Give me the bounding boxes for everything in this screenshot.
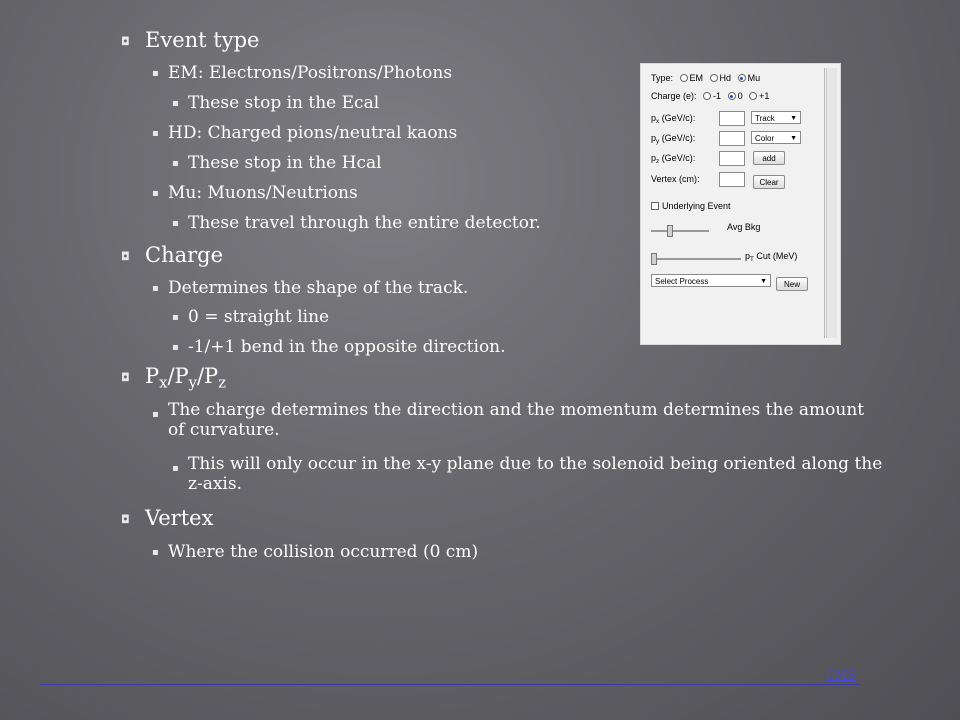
vertex-input[interactable]: [719, 172, 745, 187]
pt-cut-slider[interactable]: [651, 258, 741, 260]
bullet-marker-icon: ▪: [152, 128, 159, 139]
bullet-hd-sub-text: These stop in the Hcal: [188, 153, 382, 173]
bullet-vertex-desc-text: Where the collision occurred (0 cm): [168, 542, 479, 562]
track-select[interactable]: [751, 111, 801, 124]
bullet-em: [152, 63, 453, 83]
bullet-marker-icon: ▪: [172, 342, 179, 353]
bullet-mu-sub: [172, 213, 541, 233]
charge-minus1-label: -1: [713, 91, 722, 101]
panel-scrollbar[interactable]: [826, 68, 837, 338]
charge-row: [651, 91, 769, 101]
charge-plus1-radio[interactable]: [749, 92, 757, 100]
p-letter: p: [651, 113, 657, 123]
event-control-panel: [640, 63, 841, 345]
px-sub: x: [656, 117, 660, 125]
avg-bkg-slider-thumb[interactable]: [667, 225, 673, 237]
underlying-event-label: Underlying Event: [662, 201, 731, 211]
bullet-charge-pm-text: -1/+1 bend in the opposite direction.: [188, 337, 506, 357]
bullet-mu-text: Mu: Muons/Neutrions: [168, 183, 358, 203]
bullet-charge-desc-text: Determines the shape of the track.: [168, 278, 469, 298]
bullet-charge-desc: [152, 278, 469, 298]
bullet-mu-sub-text: These travel through the entire detector.: [188, 213, 541, 233]
bullet-vertex-text: Vertex: [145, 506, 214, 530]
p-sub-z: z: [218, 374, 226, 392]
charge-plus1-label: +1: [759, 91, 770, 101]
bullet-hd: [152, 123, 458, 143]
bullet-vertex-desc: [152, 542, 479, 562]
add-button[interactable]: add: [753, 151, 785, 165]
pz-unit: (GeV/c):: [661, 153, 696, 163]
p-letter: P: [145, 364, 160, 388]
bullet-marker-icon: ▪: [152, 68, 159, 79]
p-slash: /: [196, 364, 205, 388]
p-sub-y: y: [188, 374, 197, 392]
color-select[interactable]: [751, 131, 801, 144]
bullet-mu: [152, 183, 358, 203]
bullet-hd-sub: [172, 153, 382, 173]
bullet-marker-icon: ▪: [152, 283, 159, 294]
type-mu-radio[interactable]: [738, 74, 746, 82]
py-unit: (GeV/c):: [661, 133, 696, 143]
bullet-momentum-desc-text: The charge determines the direction and the momentum determines the amount of curvature.: [168, 400, 865, 440]
chevron-down-icon: ▼: [790, 135, 797, 142]
avg-bkg-slider[interactable]: [651, 230, 709, 232]
p-letter: P: [174, 364, 189, 388]
vertex-label: Vertex (cm):: [651, 174, 700, 184]
underlying-event-checkbox[interactable]: [651, 202, 659, 210]
bullet-marker-icon: ▪: [172, 158, 179, 169]
bullet-marker-icon: ◘: [121, 371, 130, 384]
process-select-value: Select Process: [655, 277, 709, 286]
charge-0-label: 0: [737, 91, 743, 101]
pt-letter: p: [745, 251, 751, 261]
px-input[interactable]: [719, 111, 745, 126]
charge-label: Charge (e):: [651, 91, 697, 101]
bullet-momentum: [121, 364, 226, 392]
track-select-value: Track: [755, 114, 775, 123]
bullet-hd-text: HD: Charged pions/neutral kaons: [168, 123, 458, 143]
bullet-marker-icon: ▪: [152, 547, 159, 558]
pz-label: [651, 153, 695, 163]
bullet-em-sub-text: These stop in the Ecal: [188, 93, 380, 113]
bullet-marker-icon: ▪: [172, 218, 179, 229]
pz-input[interactable]: [719, 151, 745, 166]
footer-link[interactable]: CMS: [826, 668, 856, 682]
py-sub: y: [656, 137, 660, 145]
charge-0-radio[interactable]: [728, 92, 736, 100]
avg-bkg-label: Avg Bkg: [727, 222, 761, 232]
py-label: [651, 133, 695, 143]
pz-sub: z: [656, 157, 660, 165]
bullet-em-sub: [172, 93, 380, 113]
bullet-marker-icon: ▪: [172, 98, 179, 109]
type-em-radio[interactable]: [680, 74, 688, 82]
bullet-event-type-text: Event type: [145, 28, 260, 52]
bullet-vertex: [121, 506, 214, 530]
bullet-marker-icon: ◘: [121, 513, 130, 526]
bullet-charge-text: Charge: [145, 243, 224, 267]
px-label: [651, 113, 695, 123]
type-hd-label: Hd: [719, 73, 732, 83]
pt-cut-slider-thumb[interactable]: [651, 253, 657, 265]
bullet-momentum-sub: [172, 454, 888, 494]
panel-content: [645, 68, 825, 338]
underlying-event-row: [651, 201, 731, 211]
p-sub-x: x: [159, 374, 168, 392]
bullet-marker-icon: ▪: [152, 188, 159, 199]
footer-line: [40, 684, 860, 685]
p-slash: /: [167, 364, 175, 388]
bullet-charge-zero: [172, 307, 330, 327]
bullet-marker-icon: ▪: [172, 463, 179, 474]
process-select[interactable]: [651, 274, 771, 287]
type-row: [651, 73, 760, 83]
bullet-marker-icon: ◘: [121, 250, 130, 263]
bullet-em-text: EM: Electrons/Positrons/Photons: [168, 63, 453, 83]
charge-minus1-radio[interactable]: [703, 92, 711, 100]
color-select-value: Color: [755, 134, 775, 143]
type-em-label: EM: [689, 73, 704, 83]
px-unit: (GeV/c):: [661, 113, 696, 123]
type-mu-label: Mu: [747, 73, 761, 83]
bullet-momentum-desc: [152, 400, 868, 440]
p-letter: P: [204, 364, 219, 388]
clear-button[interactable]: Clear: [753, 175, 785, 189]
chevron-down-icon: ▼: [760, 278, 767, 285]
pt-cut-label: [745, 251, 797, 261]
p-letter: p: [651, 133, 657, 143]
pt-cut-unit: Cut (MeV): [753, 251, 798, 261]
p-letter: p: [651, 153, 657, 163]
type-label: Type:: [651, 73, 674, 83]
bullet-charge-zero-text: 0 = straight line: [188, 307, 330, 327]
bullet-marker-icon: ▪: [172, 312, 179, 323]
chevron-down-icon: ▼: [790, 115, 797, 122]
pt-sub: T: [750, 255, 754, 263]
bullet-charge: [121, 243, 224, 267]
type-hd-radio[interactable]: [710, 74, 718, 82]
new-button[interactable]: New: [776, 277, 808, 291]
bullet-marker-icon: ◘: [121, 35, 130, 48]
py-input[interactable]: [719, 131, 745, 146]
bullet-momentum-sub-text: This will only occur in the x-y plane due to the solenoid being oriented along the z-axis.: [188, 454, 883, 494]
bullet-marker-icon: ▪: [152, 409, 159, 420]
bullet-event-type: [121, 28, 260, 52]
bullet-charge-pm: [172, 337, 506, 357]
